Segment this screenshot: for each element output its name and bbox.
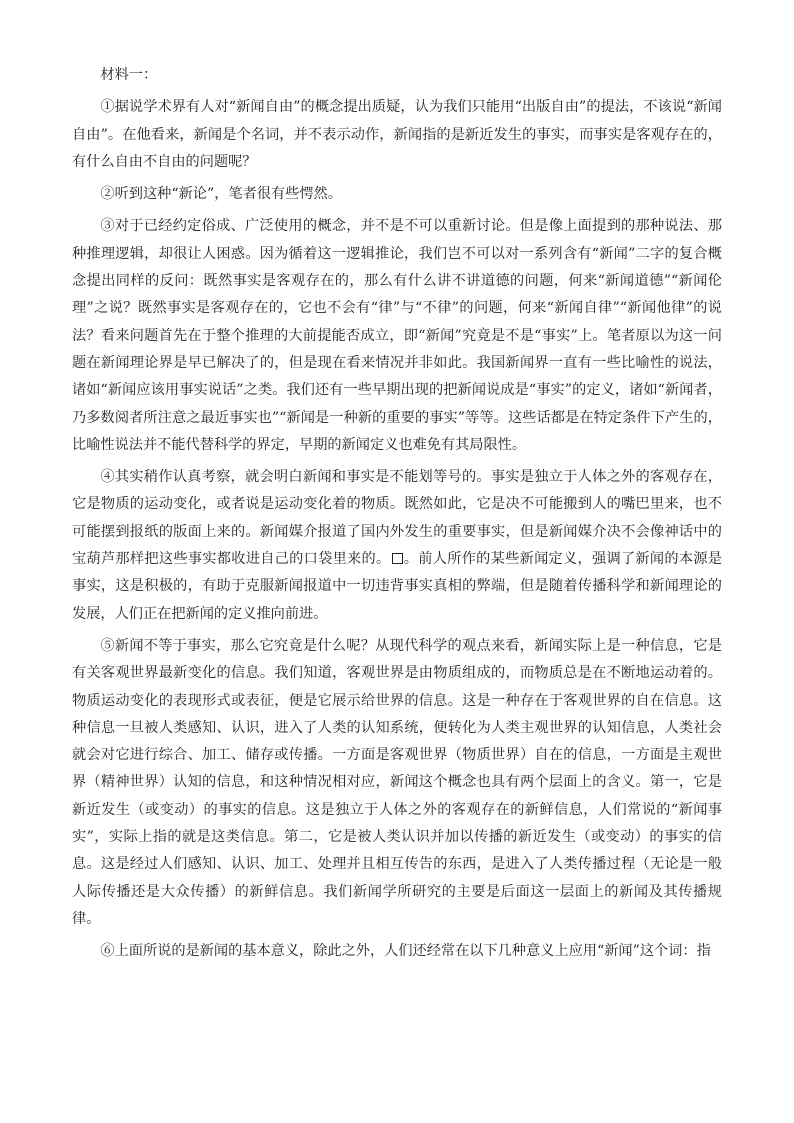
paragraph-6: ⑥上面所说的是新闻的基本意义，除此之外，人们还经常在以下几种意义上应用“新闻”这个词：指 [100,943,711,960]
material-heading: 材料一： [100,67,158,83]
paragraph-3: ③对于已经约定俗成、广泛使用的概念，并不是不可以重新讨论。但是像上面提到的那种说法、那种推理逻辑，却很让人困惑。因为循着这一逻辑推论，我们岂不可以对一系列含有“新闻”二字的复合概念提出同样的反问：既然事实是客观存在的，那么有什么讲不讲道德的问题，何来“新闻道德”“新闻伦理”之说？既然事实是客观存在的，它也不会有“律”与“不律”的问题，何来“新闻自律”“新闻他律”的说法？看来问题首先在于整个推理的大前提能否成立，即“新闻”究竟是不是“事实”上。笔者原以为这一问题在新闻理论界是早已解决了的，但是现在看来情况并非如此。我国新闻界一直有一些比喻性的说法，诸如“新闻应该用事实说话”之类。我们还有一些早期出现的把新闻说成是“事实”的定义，诸如“新闻者，乃多数阅者所注意之最近事实也”“新闻是一种新的重要的事实”等等。这些话都是在特定条件下产生的，比喻性说法并不能代替科学的界定，早期的新闻定义也难免有其局限性。 [72,218,722,453]
paragraph-2: ②听到这种“新论”，笔者很有些愕然。 [100,186,342,203]
paragraph-4-after-blank: 。前人所作的某些新闻定义，强调了新闻的本源是事实，这是积极的，有助于克服新闻报道中一切违背事实真相的弊端，但是随着传播科学和新闻理论的发展，人们正在把新闻的定义推向前进。 [72,551,722,622]
paragraph-5: ⑤新闻不等于事实，那么它究竟是什么呢？从现代科学的观点来看，新闻实际上是一种信息，它是有关客观世界最新变化的信息。我们知道，客观世界是由物质组成的，而物质总是在不断地运动着的。物质运动变化的表现形式或表征，便是它展示给世界的信息。这是一种存在于客观世界的自在信息。这种信息一旦被人类感知、认识，进入了人类的认知系统，便转化为人类主观世界的认知信息，人类社会就会对它进行综合、加工、储存或传播。一方面是客观世界（物质世界）自在的信息，一方面是主观世界（精神世界）认知的信息，和这种情况相对应，新闻这个概念也具有两个层面上的含义。第一，它是新近发生（或变动）的事实的信息。这是独立于人体之外的客观存在的新鲜信息，人们常说的“新闻事实”，实际上指的就是这类信息。第二，它是被人类认识并加以传播的新近发生（或变动）的事实的信息。这是经过人们感知、认识、加工、处理并且相互传告的东西，是进入了人类传播过程（无论是一般人际传播还是大众传播）的新鲜信息。我们新闻学所研究的主要是后面这一层面上的新闻及其传播规律。 [72,637,722,927]
paragraph-4-before-blank: ④其实稍作认真考察，就会明白新闻和事实是不能划等号的。事实是独立于人体之外的客观存在，它是物质的运动变化，或者说是运动变化着的物质。既然如此，它是决不可能搬到人的嘴巴里来，也不可能摆到报纸的版面上来的。新闻媒介报道了国内外发生的重要事实，但是新闻媒介决不会像神话中的宝葫芦那样把这些事实都收进自己的口袋里来的。 [72,469,722,568]
paragraph-4 [72,464,722,628]
paragraph-1: ①据说学术界有人对“新闻自由”的概念提出质疑，认为我们只能用“出版自由”的提法，不该说“新闻自由”。在他看来，新闻是个名词，并不表示动作，新闻指的是新近发生的事实，而事实是客观存在的，有什么自由不自由的问题呢？ [72,99,722,170]
answer-blank-box [392,553,403,564]
